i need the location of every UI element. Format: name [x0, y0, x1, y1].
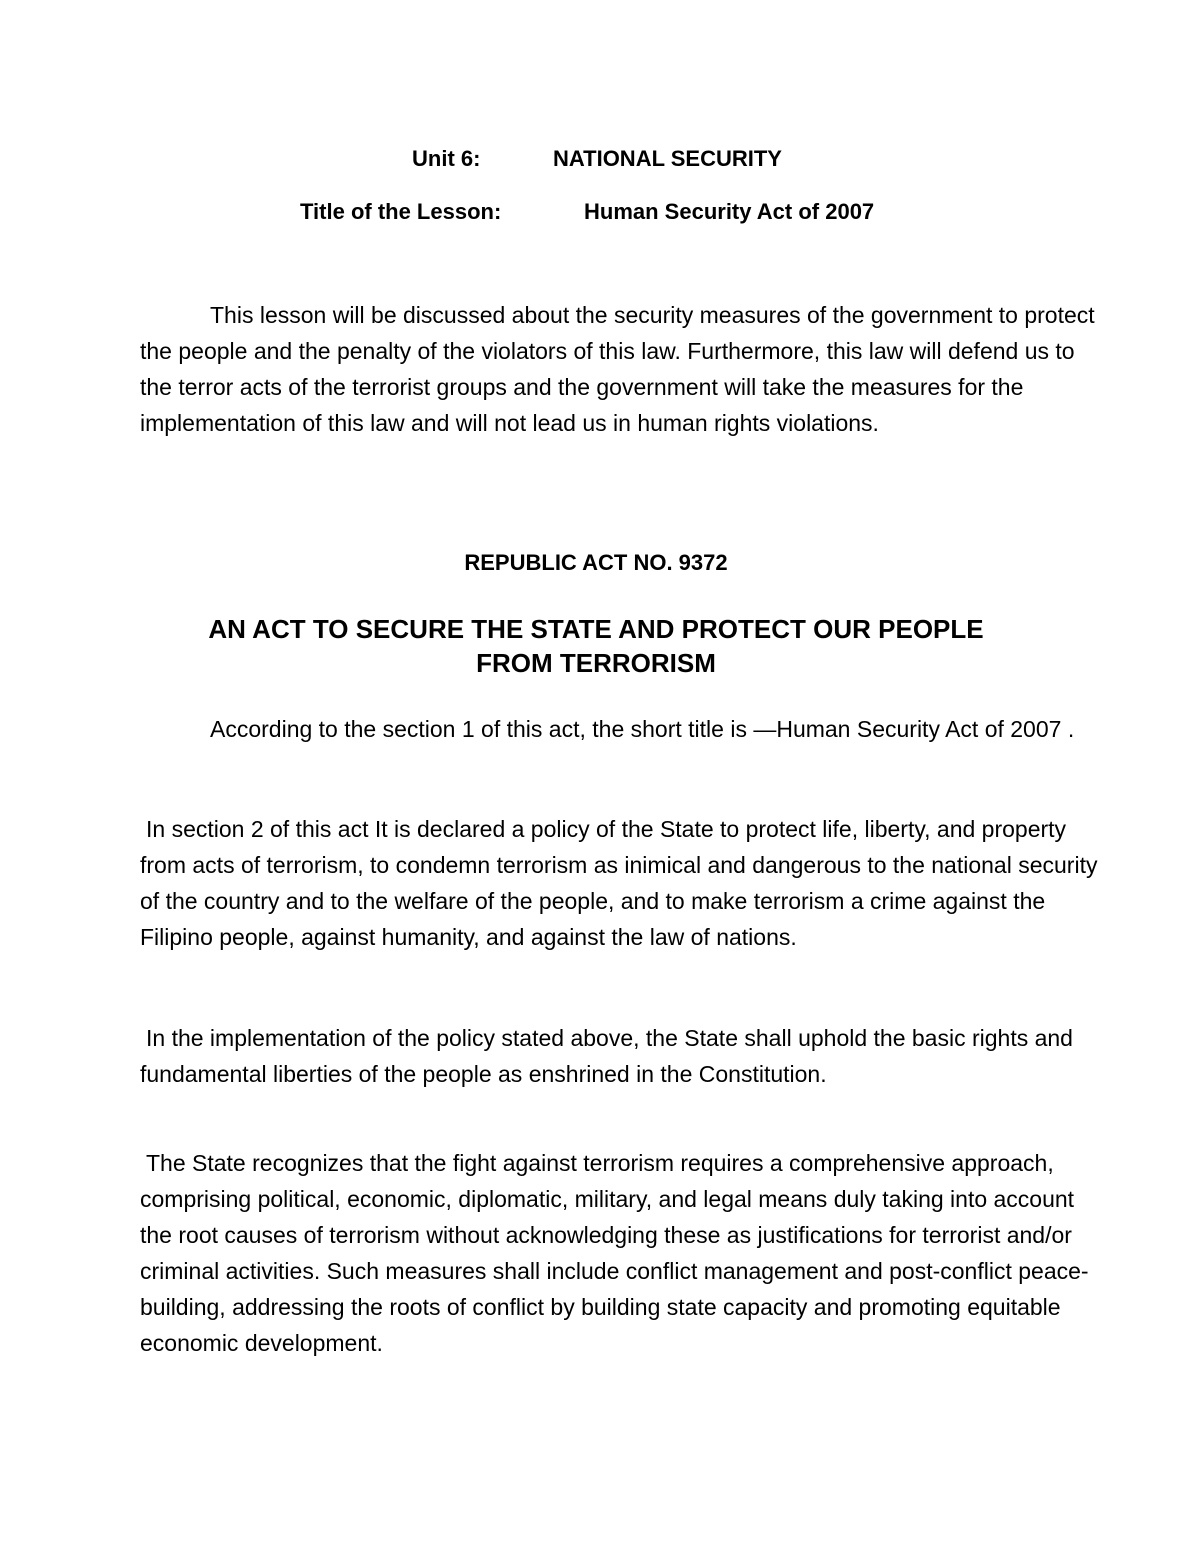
act-title-line-2: FROM TERRORISM	[476, 648, 716, 678]
lesson-label: Title of the Lesson:	[300, 199, 502, 224]
intro-paragraph: This lesson will be discussed about the security measures of the government to protect the people and the penalty of the violators of this law. Furthermore, this law will defend us to the terror acts of the terrorist groups and the government will take the measures for the implementation of this law and will not lead us in human rights violations.	[140, 302, 1095, 436]
act-title-line-1: AN ACT TO SECURE THE STATE AND PROTECT OUR PEOPLE	[208, 614, 984, 644]
lesson-title: Human Security Act of 2007	[584, 199, 875, 224]
section-2-paragraph: In section 2 of this act It is declared a policy of the State to protect life, liberty, and property from acts of terrorism, to condemn terrorism as inimical and dangerous to the national security of the country and to the welfare of the people, and to make terrorism a crime against the Filipino people, against humanity, and against the law of nations.	[140, 816, 1098, 950]
unit-title: NATIONAL SECURITY	[553, 146, 782, 171]
act-title	[0, 612, 1192, 680]
section-1-paragraph: According to the section 1 of this act, the short title is —Human Security Act of 2007 .	[210, 716, 1075, 742]
unit-label: Unit 6:	[412, 146, 481, 171]
implementation-paragraph: In the implementation of the policy stated above, the State shall uphold the basic rights and fundamental liberties of the people as enshrined in the Constitution.	[140, 1025, 1073, 1087]
recognition-paragraph: The State recognizes that the fight against terrorism requires a comprehensive approach, comprising political, economic, diplomatic, military, and legal means duly taking into account the root causes of terrorism without acknowledging these as justifications for terrorist and/or criminal activities. Such measures shall include conflict management and post-conflict peace-building, addressing the roots of conflict by building state capacity and promoting equitable economic development.	[140, 1150, 1089, 1356]
republic-act-number: REPUBLIC ACT NO. 9372	[464, 550, 728, 575]
